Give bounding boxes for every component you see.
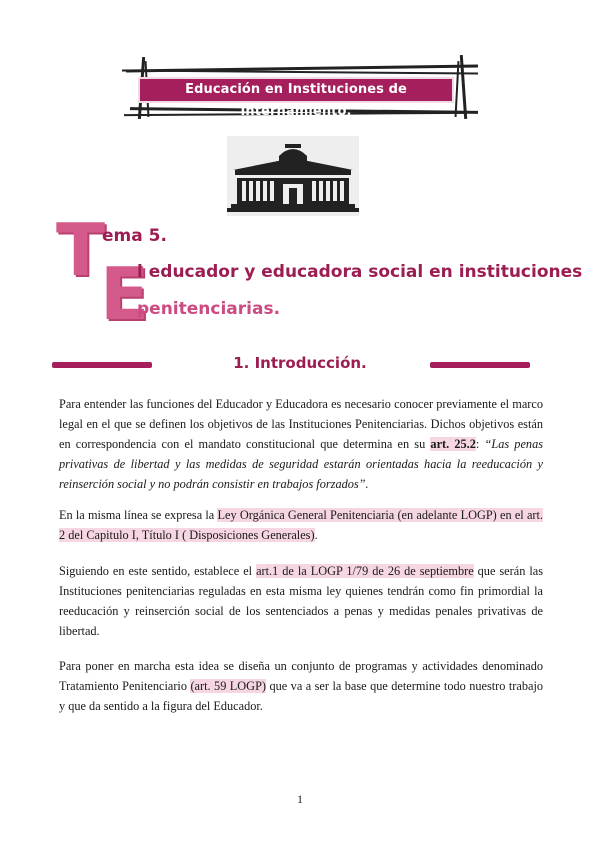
decorative-initial-t: T — [56, 208, 106, 292]
topic-number: ema 5. — [102, 226, 167, 246]
section-divider-right — [430, 362, 530, 368]
header-banner — [122, 55, 484, 119]
page-title-line-1: l educador y educadora social en instituciones — [137, 262, 583, 282]
paragraph-1 — [59, 394, 543, 494]
article-reference-59: (art. 59 LOGP) — [190, 679, 267, 693]
paragraph-4 — [59, 656, 543, 716]
section-divider-left — [52, 362, 152, 368]
paragraph-3 — [59, 561, 543, 641]
banner-title: Educación en Instituciones de Internamiento. — [138, 77, 454, 103]
decorative-initial-e: E — [100, 252, 150, 336]
paragraph-2-text: En la misma línea se expresa la — [59, 508, 218, 522]
brush-stroke-top-2 — [122, 69, 478, 74]
paragraph-2 — [59, 505, 543, 545]
paragraph-3-text: Siguiendo en este sentido, establece el — [59, 564, 257, 578]
section-heading: 1. Introducción. — [233, 354, 367, 372]
page-number: 1 — [297, 792, 303, 806]
paragraph-2-end: . — [314, 528, 318, 542]
building-icon — [227, 136, 359, 216]
paragraph-3-end: que serán las Instituciones penitenciarias reguladas en esta misma ley quienes tendrán como fin primordial la reeducación y reinserción social de los sentenciados a penas y medidas penales privativas de libertad. — [59, 564, 543, 638]
paragraph-1-colon: : — [475, 437, 485, 451]
article-reference-logp: art.1 de la LOGP 1/79 de 26 de septiembre — [256, 564, 474, 578]
law-reference: Ley Orgánica General Penitenciaria (en adelante LOGP) en el art. 2 del Capitulo I, Título I ( Disposiciones Generales) — [59, 508, 543, 542]
constitutional-quote: “Las penas privativas de libertad y las medidas de seguridad estarán orientadas hacia la reeducación y reinserción social y no podrán consistir en trabajos forzados”. — [59, 437, 543, 491]
paragraph-1-text: Para entender las funciones del Educador y Educadora es necesario conocer previamente el marco legal en el que se definen los objetivos de las Instituciones Penitenciarias. Dichos objetivos están en correspondencia con el mandato constitucional que determina en su — [59, 397, 543, 451]
brush-stroke-right-2 — [455, 61, 460, 117]
paragraph-4-end: que va a ser la base que determine todo nuestro trabajo y que da sentido a la figura del Educador. — [59, 679, 544, 713]
page-title-line-2: penitenciarias. — [137, 299, 281, 319]
paragraph-4-text: Para poner en marcha esta idea se diseña un conjunto de programas y actividades denominado Tratamiento Penitenciario — [59, 659, 543, 693]
article-reference: art. 25.2 — [430, 437, 476, 451]
